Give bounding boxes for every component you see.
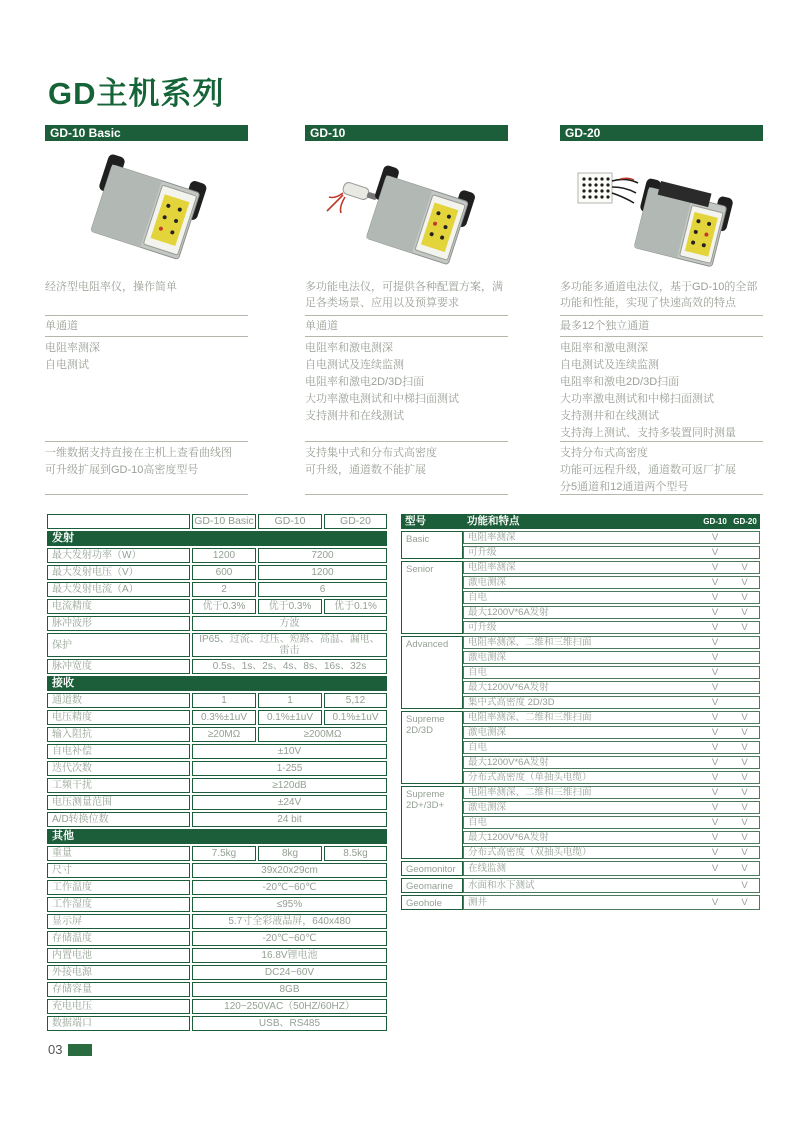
text-line: 电阻率测深: [45, 342, 100, 354]
feature-name-cell: 测井: [463, 895, 700, 910]
text-line: 支持海上测试、支持多装置同时测量: [560, 427, 736, 439]
spec-label-cell: 迭代次数: [47, 761, 190, 776]
text-line: 电阻率和激电测深: [560, 342, 648, 354]
spec-value-cell: ≥200MΩ: [258, 727, 387, 742]
spec-value-cell: 1-255: [192, 761, 387, 776]
model-tier-cell: Supreme 2D/3D: [401, 711, 463, 784]
spec-label-cell: 最大发射电压（V）: [47, 565, 190, 580]
model-tier-cell: Advanced: [401, 636, 463, 709]
instrument-illustration: [45, 141, 248, 279]
spec-row: [47, 727, 387, 742]
gd10-check-cell: V: [700, 741, 730, 754]
spec-label-cell: 数据端口: [47, 1016, 190, 1031]
spec-value-cell: 优于0.3%: [258, 599, 322, 614]
section-header: 发射: [47, 531, 387, 546]
spec-value-cell: ≤95%: [192, 897, 387, 912]
spec-value-cell: DC24~60V: [192, 965, 387, 980]
spec-value-cell: 1: [258, 693, 322, 708]
product-notes: [560, 442, 763, 494]
gd-10-product-photo: [305, 141, 508, 279]
spec-value-cell: -20℃~60℃: [192, 931, 387, 946]
spec-value-cell: 0.1%±1uV: [324, 710, 387, 725]
spec-row: [47, 659, 387, 674]
product-description: 多功能电法仪，可提供各种配置方案，满足各类场景、应用以及预算要求: [305, 281, 503, 309]
spec-value-cell: USB、RS485: [192, 1016, 387, 1031]
feature-name-cell: 电阻率测深、二维和三维扫面: [463, 711, 700, 724]
spec-value-cell: 1200: [192, 548, 256, 563]
feature-name-cell: 自电: [463, 666, 700, 679]
gd20-check-cell: V: [730, 771, 760, 784]
spec-corner-cell: [47, 514, 190, 529]
product-channel: 单通道: [305, 320, 338, 332]
gd20-check-cell: [730, 636, 760, 649]
product-description: 多功能多通道电法仪，基于GD-10的全部功能和性能，实现了快速高效的特点: [560, 281, 758, 309]
gd10-check-cell: V: [700, 591, 730, 604]
feature-name-cell: 自电: [463, 741, 700, 754]
connector-panel-icon: [578, 173, 638, 203]
gd20-check-cell: V: [730, 878, 760, 893]
spec-value-cell: 8.5kg: [324, 846, 387, 861]
feature-name-cell: 在线监测: [463, 861, 700, 876]
product-card-gd-10: [305, 125, 508, 495]
spec-row: [47, 914, 387, 929]
gd-20-product-photo: [560, 141, 763, 279]
spec-value-cell: 600: [192, 565, 256, 580]
gd10-check-cell: V: [700, 711, 730, 724]
text-line: 自电测试及连续监测: [305, 359, 404, 371]
gd20-check-cell: V: [730, 591, 760, 604]
feature-name-cell: 激电测深: [463, 801, 700, 814]
spec-label-cell: 工作温度: [47, 880, 190, 895]
text-line: 大功率激电测试和中梯扫面测试: [560, 393, 714, 405]
spec-value-cell: 5,12: [324, 693, 387, 708]
gd10-check-cell: V: [700, 546, 730, 559]
spec-label-cell: 输入阻抗: [47, 727, 190, 742]
feature-name-cell: 激电测深: [463, 576, 700, 589]
spec-value-cell: 2: [192, 582, 256, 597]
feature-matrix-table: [401, 512, 760, 912]
gd10-check-cell: V: [700, 726, 730, 739]
gd10-check-cell: [700, 878, 730, 893]
spec-label-cell: 尺寸: [47, 863, 190, 878]
spec-value-cell: 7200: [258, 548, 387, 563]
gd10-check-cell: V: [700, 895, 730, 910]
product-name-bar: GD-20: [560, 125, 763, 141]
gd10-check-cell: V: [700, 666, 730, 679]
spec-value-cell: 0.3%±1uV: [192, 710, 256, 725]
spec-row: [47, 880, 387, 895]
feature-name-cell: 自电: [463, 816, 700, 829]
model-column-header: 型号: [401, 514, 463, 529]
text-line: 可升级，通道数不能扩展: [305, 464, 426, 476]
section-header: 其他: [47, 829, 387, 844]
feature-name-cell: 电阻率测深: [463, 561, 700, 574]
feature-name-cell: 水面和水下测试: [463, 878, 700, 893]
spec-row: [47, 599, 387, 614]
gd10-check-cell: V: [700, 606, 730, 619]
feature-name-cell: 激电测深: [463, 651, 700, 664]
gd20-check-cell: [730, 531, 760, 544]
spec-label-cell: 电压测量范围: [47, 795, 190, 810]
spec-label-cell: 保护: [47, 633, 190, 657]
gd10-check-cell: V: [700, 621, 730, 634]
text-line: 大功率激电测试和中梯扫面测试: [305, 393, 459, 405]
cable-accessory-icon: [327, 181, 378, 213]
feature-name-cell: 电阻率测深: [463, 531, 700, 544]
instrument-illustration: [305, 141, 508, 279]
gd20-check-cell: V: [730, 561, 760, 574]
spec-value-cell: 1200: [258, 565, 387, 580]
model-tier-cell: Senior: [401, 561, 463, 634]
feature-row: [401, 561, 760, 574]
spec-label-cell: 显示屏: [47, 914, 190, 929]
spec-row: [47, 582, 387, 597]
gd10-check-cell: V: [700, 681, 730, 694]
spec-column-header: GD-10 Basic: [192, 514, 256, 529]
spec-label-cell: 最大发射功率（W）: [47, 548, 190, 563]
spec-label-cell: 通道数: [47, 693, 190, 708]
model-tier-cell: Geohole: [401, 895, 463, 910]
gd20-column-header: GD-20: [730, 514, 760, 529]
spec-row: [47, 633, 387, 657]
spec-value-cell: 0.1%±1uV: [258, 710, 322, 725]
model-tier-cell: Basic: [401, 531, 463, 559]
gd20-check-cell: V: [730, 831, 760, 844]
section-header: 接收: [47, 676, 387, 691]
feature-name-cell: 最大1200V*6A发射: [463, 606, 700, 619]
spec-value-cell: 方波: [192, 616, 387, 631]
feature-name-cell: 分布式高密度（双抽头电缆）: [463, 846, 700, 859]
spec-row: [47, 812, 387, 827]
spec-label-cell: 重量: [47, 846, 190, 861]
feature-name-cell: 可升级: [463, 621, 700, 634]
spec-label-cell: 工作湿度: [47, 897, 190, 912]
feature-row: [401, 878, 760, 893]
product-description: 经济型电阻率仪，操作简单: [45, 281, 177, 293]
gd20-check-cell: V: [730, 756, 760, 769]
spec-label-cell: A/D转换位数: [47, 812, 190, 827]
gd10-check-cell: V: [700, 831, 730, 844]
spec-label-cell: 电流精度: [47, 599, 190, 614]
gd10-check-cell: V: [700, 801, 730, 814]
feature-row: [401, 786, 760, 799]
spec-row: [47, 982, 387, 997]
spec-value-cell: 16.8V锂电池: [192, 948, 387, 963]
text-line: 电阻率和激电2D/3D扫面: [305, 376, 425, 388]
text-line: 电阻率和激电测深: [305, 342, 393, 354]
spec-row: [47, 965, 387, 980]
spec-value-cell: -20℃~60℃: [192, 880, 387, 895]
product-notes: [45, 442, 248, 494]
spec-value-cell: 120~250VAC（50HZ/60HZ）: [192, 999, 387, 1014]
gd20-check-cell: V: [730, 861, 760, 876]
spec-row: [47, 710, 387, 725]
gd10-check-cell: V: [700, 531, 730, 544]
spec-label-cell: 自电补偿: [47, 744, 190, 759]
model-tier-cell: Supreme 2D+/3D+: [401, 786, 463, 859]
feature-name-cell: 激电测深: [463, 726, 700, 739]
gd10-check-cell: V: [700, 696, 730, 709]
page-number: 03: [48, 1042, 63, 1057]
footer-green-square: [68, 1044, 92, 1056]
product-feature-list: [45, 337, 248, 441]
spec-label-cell: 电压精度: [47, 710, 190, 725]
spec-label-cell: 脉冲波形: [47, 616, 190, 631]
gd10-check-cell: V: [700, 816, 730, 829]
text-line: 电阻率和激电2D/3D扫面: [560, 376, 680, 388]
spec-label-cell: 充电电压: [47, 999, 190, 1014]
gd20-check-cell: [730, 696, 760, 709]
spec-label-cell: 存储温度: [47, 931, 190, 946]
spec-row: [47, 616, 387, 631]
spec-label-cell: 外接电源: [47, 965, 190, 980]
gd20-check-cell: V: [730, 741, 760, 754]
spec-value-cell: 24 bit: [192, 812, 387, 827]
feature-name-cell: 集中式高密度 2D/3D: [463, 696, 700, 709]
gd10-check-cell: V: [700, 846, 730, 859]
product-feature-list: [560, 337, 763, 441]
text-line: 自电测试: [45, 359, 89, 371]
feature-row: [401, 711, 760, 724]
gd10-check-cell: V: [700, 756, 730, 769]
feature-name-cell: 最大1200V*6A发射: [463, 681, 700, 694]
product-channel: 最多12个独立通道: [560, 320, 650, 332]
model-tier-cell: Geomarine: [401, 878, 463, 893]
gd20-check-cell: V: [730, 786, 760, 799]
product-card-gd-10-basic: [45, 125, 248, 495]
feature-row: [401, 636, 760, 649]
gd10-check-cell: V: [700, 576, 730, 589]
gd-10-basic-product-photo: [45, 141, 248, 279]
feature-row: [401, 895, 760, 910]
spec-value-cell: 6: [258, 582, 387, 597]
divider: [45, 494, 248, 495]
instrument-illustration: [560, 141, 763, 279]
gd20-check-cell: [730, 666, 760, 679]
spec-label-cell: 工频干扰: [47, 778, 190, 793]
product-feature-list: [305, 337, 508, 441]
gd20-check-cell: V: [730, 801, 760, 814]
gd20-check-cell: [730, 681, 760, 694]
spec-row: [47, 863, 387, 878]
gd10-column-header: GD-10: [700, 514, 730, 529]
spec-value-cell: ≥120dB: [192, 778, 387, 793]
product-name-bar: GD-10 Basic: [45, 125, 248, 141]
spec-label-cell: 脉冲宽度: [47, 659, 190, 674]
product-name-bar: GD-10: [305, 125, 508, 141]
feature-name-cell: 电阻率测深、二维和三维扫面: [463, 786, 700, 799]
feature-name-cell: 分布式高密度（单抽头电缆）: [463, 771, 700, 784]
spec-value-cell: 39x20x29cm: [192, 863, 387, 878]
spec-label-cell: 内置电池: [47, 948, 190, 963]
text-line: 可升级扩展到GD-10高密度型号: [45, 464, 199, 476]
spec-column-header: GD-20: [324, 514, 387, 529]
spec-value-cell: ±24V: [192, 795, 387, 810]
spec-row: [47, 565, 387, 580]
gd10-check-cell: V: [700, 561, 730, 574]
product-channel: 单通道: [45, 320, 78, 332]
spec-value-cell: 优于0.3%: [192, 599, 256, 614]
divider: [305, 494, 508, 495]
spec-row: [47, 1016, 387, 1031]
spec-value-cell: 7.5kg: [192, 846, 256, 861]
product-notes: [305, 442, 508, 494]
specification-table: [45, 512, 389, 1033]
feature-row: [401, 531, 760, 544]
gd20-check-cell: V: [730, 711, 760, 724]
spec-value-cell: 优于0.1%: [324, 599, 387, 614]
feature-name-cell: 最大1200V*6A发射: [463, 831, 700, 844]
text-line: 支持测井和在线测试: [305, 410, 404, 422]
text-line: 支持集中式和分布式高密度: [305, 447, 437, 459]
spec-row: [47, 548, 387, 563]
spec-row: [47, 897, 387, 912]
spec-row: [47, 761, 387, 776]
gd10-check-cell: V: [700, 861, 730, 876]
spec-label-cell: 存储容量: [47, 982, 190, 997]
feature-name-cell: 电阻率测深、二维和三维扫面: [463, 636, 700, 649]
feature-name-cell: 最大1200V*6A发射: [463, 756, 700, 769]
gd20-check-cell: V: [730, 606, 760, 619]
spec-value-cell: 0.5s、1s、2s、4s、8s、16s、32s: [192, 659, 387, 674]
spec-row: [47, 778, 387, 793]
feature-row: [401, 861, 760, 876]
page-footer: [48, 1042, 92, 1057]
gd20-check-cell: V: [730, 816, 760, 829]
spec-row: [47, 795, 387, 810]
feature-name-cell: 自电: [463, 591, 700, 604]
feature-name-cell: 可升级: [463, 546, 700, 559]
gd20-check-cell: V: [730, 726, 760, 739]
spec-column-header: GD-10: [258, 514, 322, 529]
model-tier-cell: Geomonitor: [401, 861, 463, 876]
text-line: 自电测试及连续监测: [560, 359, 659, 371]
gd20-check-cell: [730, 546, 760, 559]
gd10-check-cell: V: [700, 786, 730, 799]
spec-row: [47, 931, 387, 946]
spec-value-cell: IP65、过流、过压、短路、高温、漏电、雷击: [192, 633, 387, 657]
gd20-check-cell: V: [730, 576, 760, 589]
spec-row: [47, 744, 387, 759]
spec-row: [47, 948, 387, 963]
spec-row: [47, 999, 387, 1014]
gd10-check-cell: V: [700, 636, 730, 649]
gd10-check-cell: V: [700, 651, 730, 664]
spec-label-cell: 最大发射电流（A）: [47, 582, 190, 597]
product-card-gd-20: [560, 125, 763, 495]
gd10-check-cell: V: [700, 771, 730, 784]
text-line: 支持测井和在线测试: [560, 410, 659, 422]
spec-value-cell: ≥20MΩ: [192, 727, 256, 742]
text-line: 分5通道和12通道两个型号: [560, 481, 689, 493]
spec-value-cell: 8kg: [258, 846, 322, 861]
spec-value-cell: ±10V: [192, 744, 387, 759]
gd20-check-cell: [730, 651, 760, 664]
spec-value-cell: 1: [192, 693, 256, 708]
spec-row: [47, 846, 387, 861]
text-line: 支持分布式高密度: [560, 447, 648, 459]
gd20-check-cell: V: [730, 846, 760, 859]
text-line: 功能可远程升级，通道数可返厂扩展: [560, 464, 736, 476]
text-line: 一维数据支持直接在主机上查看曲线图: [45, 447, 232, 459]
spec-value-cell: 5.7寸全彩液晶屏，640x480: [192, 914, 387, 929]
features-column-header: 功能和特点: [463, 514, 700, 529]
gd20-check-cell: V: [730, 621, 760, 634]
spec-value-cell: 8GB: [192, 982, 387, 997]
page-title: GD主机系列: [48, 76, 225, 111]
gd20-check-cell: V: [730, 895, 760, 910]
spec-row: [47, 693, 387, 708]
